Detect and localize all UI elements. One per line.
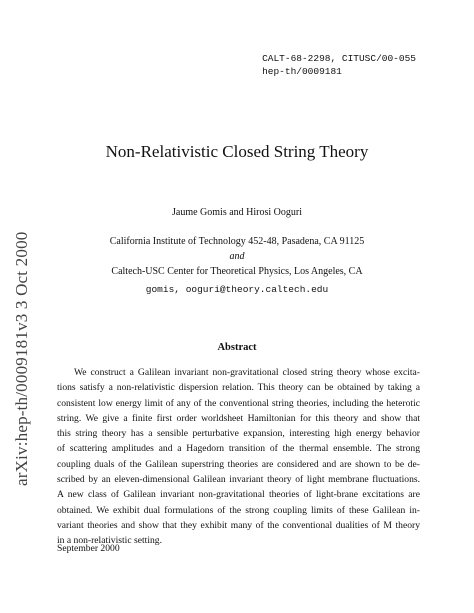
abstract-line: string. We give a finite first order worldsheet Hamiltonian for this theory and show that (57, 412, 420, 424)
abstract-line: coupling duals of the Galilean superstring theories are considered and are shown to be de- (57, 458, 420, 470)
submission-date: September 2000 (57, 543, 120, 554)
abstract-line: scribed by an eleven-dimensional Galilean invariant theory of light membrane fluctuations. (57, 474, 420, 486)
affiliation-conjunction: and (229, 251, 245, 262)
abstract-line: tions satisfy a non-relativistic dispersion relation. This theory can be obtained by taking a (57, 382, 420, 394)
abstract-line: in a non-relativistic setting. (57, 535, 162, 547)
paper-title: Non-Relativistic Closed String Theory (105, 142, 369, 161)
report-numbers (262, 52, 416, 78)
report-number-line: CALT-68-2298, CITUSC/00-055 (262, 53, 416, 64)
abstract-line: A new class of Galilean invariant non-gravitational theories of light-brane excitations are (57, 489, 420, 501)
affiliation-ctp: Caltech-USC Center for Theoretical Physics, Los Angeles, CA (111, 266, 363, 277)
abstract-body (57, 365, 420, 549)
abstract-line: of scattering amplitudes and a Hagedorn transition of the thermal ensemble. The strong (57, 443, 420, 455)
report-number-line: hep-th/0009181 (262, 66, 342, 77)
affiliation-caltech: California Institute of Technology 452-48, Pasadena, CA 91125 (109, 236, 365, 247)
abstract-line: this string theory has a sensible perturbative expansion, interesting high energy behavior (57, 428, 420, 440)
arxiv-stamp: arXiv:hep-th/0009181v3 3 Oct 2000 (12, 231, 31, 486)
author-email: gomis, ooguri@theory.caltech.edu (145, 284, 329, 295)
authors: Jaume Gomis and Hirosi Ooguri (172, 207, 302, 218)
abstract-line: obtained. We exhibit dual formulations of the strong coupling limits of these Galilean in- (57, 504, 420, 516)
abstract-line: variant theories and show that they exhibit many of the conventional dualities of M theory (57, 519, 420, 531)
abstract-line: consistent low energy limit of any of the conventional string theories, including the heterotic (57, 397, 420, 409)
abstract-heading: Abstract (217, 342, 257, 353)
abstract-line: We construct a Galilean invariant non-gravitational closed string theory whose excita- (74, 367, 420, 378)
